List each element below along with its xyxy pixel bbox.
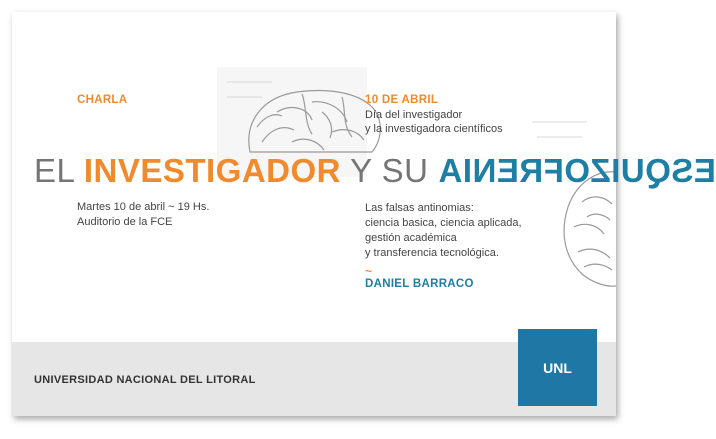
- unl-logo: [518, 329, 597, 406]
- title-word-el: EL: [34, 152, 84, 189]
- talk-line: ciencia basica, ciencia aplicada,: [365, 217, 522, 229]
- event-poster: [12, 12, 716, 416]
- title-word-esquizofrenia-mirrored: ESQUIZOFRENIA: [438, 152, 716, 189]
- institution-name: UNIVERSIDAD NACIONAL DEL LITORAL: [34, 374, 256, 386]
- talk-description: [365, 201, 522, 261]
- event-kind: CHARLA: [77, 94, 128, 106]
- poster-title: [34, 151, 716, 191]
- talk-line: gestión académica: [365, 232, 457, 244]
- title-word-investigador: INVESTIGADOR: [83, 152, 342, 189]
- logo-text: UNL: [543, 359, 572, 376]
- event-date: 10 DE ABRIL: [365, 94, 439, 106]
- occasion-line-2: y la investigadora científicos: [365, 123, 503, 135]
- occasion-line-1: Día del investigador: [365, 109, 463, 121]
- speaker-name: DANIEL BARRACO: [365, 278, 474, 290]
- schedule-place: Auditorio de la FCE: [77, 216, 173, 228]
- separator-tilde: ~: [365, 264, 373, 278]
- title-word-y-su: Y SU: [341, 152, 439, 189]
- talk-line: y transferencia tecnológica.: [365, 247, 499, 259]
- talk-line: Las falsas antinomias:: [365, 202, 474, 214]
- schedule-time: Martes 10 de abril ~ 19 Hs.: [77, 201, 210, 213]
